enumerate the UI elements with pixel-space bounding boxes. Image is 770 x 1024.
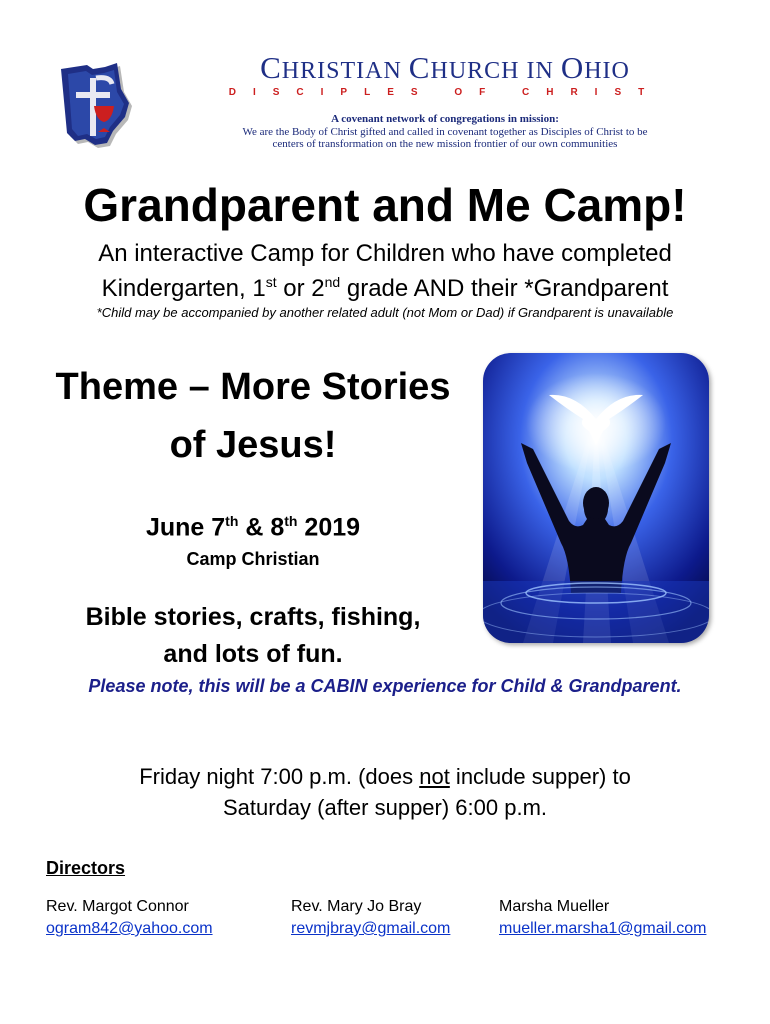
event-date: June 7th & 8th 2019: [145, 513, 361, 542]
mission-line-1: We are the Body of Christ gifted and called in covenant together as Disciples of Christ to be: [242, 126, 648, 138]
grandparent-note: *Child may be accompanied by another related adult (not Mom or Dad) if Grandparent is unavailable: [96, 305, 674, 320]
dove-raised-arms-icon: [483, 353, 709, 643]
director-email-link[interactable]: revmjbray@gmail.com: [291, 920, 451, 937]
director-email-link[interactable]: ogram842@yahoo.com: [46, 920, 213, 937]
schedule-line-2: Saturday (after supper) 6:00 p.m.: [222, 795, 548, 820]
event-venue: Camp Christian: [186, 549, 320, 569]
activities-line-1: Bible stories, crafts, fishing,: [85, 603, 421, 631]
director-email-link[interactable]: mueller.marsha1@gmail.com: [499, 920, 707, 937]
theme-line-1: Theme – More Stories: [55, 366, 451, 408]
director-name: Rev. Margot Connor: [46, 898, 189, 915]
directors-heading: Directors: [46, 858, 126, 878]
org-subtitle: DISCIPLES OF CHRIST: [228, 87, 662, 98]
org-name: CHRISTIAN CHURCH IN OHIO: [260, 50, 630, 85]
mission-title: A covenant network of congregations in mission:: [331, 113, 559, 125]
cabin-note: Please note, this will be a CABIN experience for Child & Grandparent.: [88, 676, 682, 696]
director-name: Rev. Mary Jo Bray: [291, 898, 422, 915]
activities-line-2: and lots of fun.: [163, 640, 343, 668]
theme-line-2: of Jesus!: [169, 424, 337, 466]
schedule-line-1: Friday night 7:00 p.m. (does not include supper) to: [139, 764, 631, 789]
ohio-chalice-cross-logo-icon: [58, 62, 146, 150]
director-name: Marsha Mueller: [499, 898, 610, 915]
intro-line-1: An interactive Camp for Children who have completed: [98, 240, 672, 267]
page-title: Grandparent and Me Camp!: [83, 179, 687, 231]
mission-line-2: centers of transformation on the new mission frontier of our own communities: [272, 138, 618, 150]
intro-line-2: Kindergarten, 1st or 2nd grade AND their *Grandparent: [101, 274, 669, 302]
